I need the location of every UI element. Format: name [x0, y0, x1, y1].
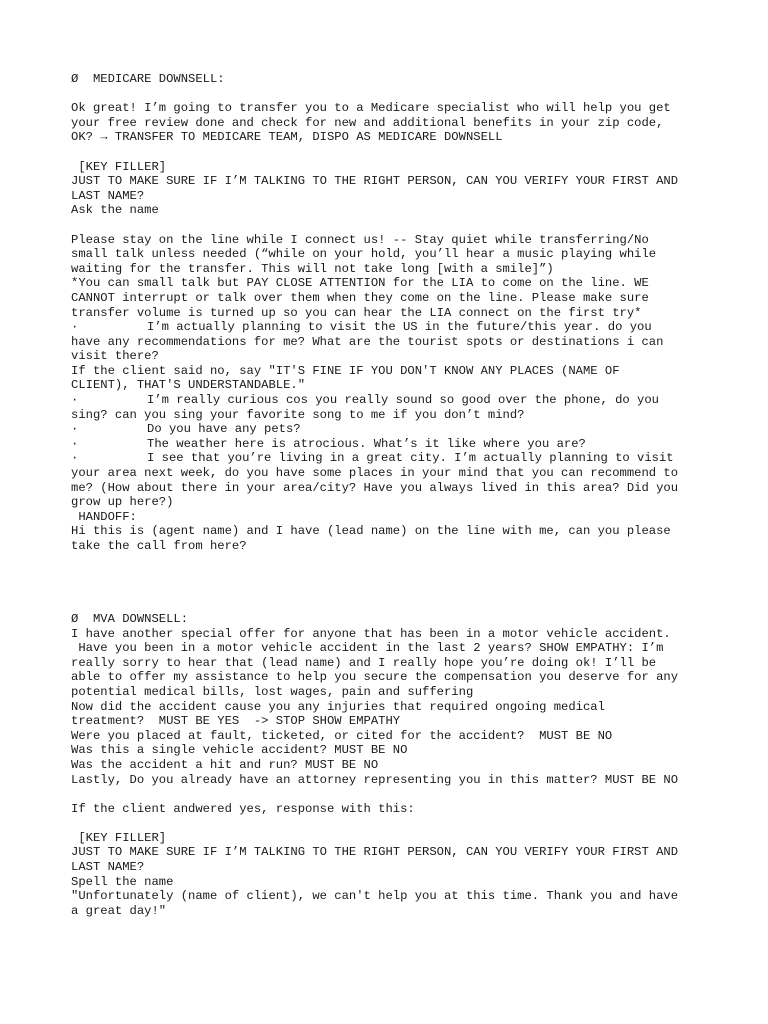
bullet: · [71, 320, 79, 335]
mva-body-line: Now did the accident cause you any injuries that required ongoing medical [71, 699, 605, 714]
key-filler-line: LAST NAME? [71, 188, 145, 203]
mva-body-line: Lastly, Do you already have an attorney representing you in this matter? MUST BE NO [71, 772, 679, 787]
key-filler-line: JUST TO MAKE SURE IF I’M TALKING TO THE RIGHT PERSON, CAN YOU VERIFY YOUR FIRST AND [71, 845, 679, 860]
mva-body-line: Was the accident a hit and run? MUST BE NO [71, 757, 379, 772]
small-talk-item [71, 451, 711, 466]
stay-on-line-text: Please stay on the line while I connect us! -- Stay quiet while transferring/No [71, 232, 649, 247]
medicare-intro-line: OK? → TRANSFER TO MEDICARE TEAM, DISPO AS MEDICARE DOWNSELL [71, 130, 503, 145]
handoff-text: Hi this is (agent name) and I have (lead name) on the line with me, can you please [71, 524, 671, 539]
small-talk-text: Do you have any pets? [147, 422, 301, 437]
mva-body-line: Were you placed at fault, ticketed, or cited for the accident? MUST BE NO [71, 728, 613, 743]
key-filler-line: Spell the name [71, 874, 174, 889]
spacer [71, 218, 711, 233]
spacer [71, 583, 711, 598]
document-page [71, 72, 711, 918]
mva-body-line: Have you been in a motor vehicle accident in the last 2 years? SHOW EMPATHY: I’m [71, 641, 664, 656]
key-filler-label: [KEY FILLER] [71, 159, 167, 174]
small-talk-text: I’m really curious cos you really sound so good over the phone, do you [147, 393, 659, 408]
stay-on-line-text: waiting for the transfer. This will not take long [with a smile]”) [71, 261, 554, 276]
small-talk-item [71, 422, 711, 437]
small-talk-text: sing? can you sing your favorite song to me if you don’t mind? [71, 407, 525, 422]
handoff-label: HANDOFF: [71, 509, 137, 524]
spacer [71, 554, 711, 569]
handoff-text: take the call from here? [71, 539, 247, 553]
mva-body-line: really sorry to hear that (lead name) and I really hope you’re doing ok! I’ll be [71, 655, 657, 670]
if-yes-text: If the client andwered yes, response with this: [71, 801, 415, 816]
bullet: · [71, 436, 79, 451]
bullet: · [71, 422, 79, 437]
key-filler-line: LAST NAME? [71, 860, 145, 875]
spacer [71, 787, 711, 802]
mva-body-line: able to offer my assistance to help you secure the compensation you deserve for any [71, 670, 679, 685]
spacer [71, 145, 711, 160]
small-talk-text: I’m actually planning to visit the US in the future/this year. do you [147, 320, 652, 335]
stay-on-line-text: *You can small talk but PAY CLOSE ATTENTION for the LIA to come on the line. WE [71, 276, 649, 291]
key-filler-line: a great day!" [71, 903, 167, 918]
bullet: · [71, 393, 79, 408]
small-talk-item [71, 320, 711, 335]
small-talk-text: grow up here?) [71, 495, 174, 510]
spacer [71, 597, 711, 612]
mva-body-line: Was this a single vehicle accident? MUST BE NO [71, 743, 408, 758]
medicare-intro-line: your free review done and check for new and additional benefits in your zip code, [71, 115, 664, 130]
key-filler-line: Ask the name [71, 203, 159, 218]
key-filler-line: "Unfortunately (name of client), we can't help you at this time. Thank you and have [71, 889, 679, 904]
stay-on-line-text: transfer volume is turned up so you can hear the LIA connect on the first try* [71, 305, 642, 320]
medicare-intro-line: Ok great! I’m going to transfer you to a Medicare specialist who will help you get [71, 101, 671, 116]
mva-body-line: I have another special offer for anyone that has been in a motor vehicle accident. [71, 626, 671, 641]
stay-on-line-text: CANNOT interrupt or talk over them when they come on the line. Please make sure [71, 290, 649, 305]
small-talk-item [71, 437, 711, 452]
small-talk-text: visit there? [71, 349, 159, 364]
spacer [71, 568, 711, 583]
small-talk-text: The weather here is atrocious. What’s it like where you are? [147, 436, 586, 451]
if-no-text: CLIENT), THAT'S UNDERSTANDABLE." [71, 378, 306, 393]
key-filler-label: [KEY FILLER] [71, 830, 167, 845]
bullet: · [71, 451, 79, 466]
stay-on-line-text: small talk unless needed (“while on your hold, you’ll hear a music playing while [71, 247, 657, 262]
if-no-text: If the client said no, say "IT'S FINE IF YOU DON'T KNOW ANY PLACES (NAME OF [71, 363, 620, 378]
spacer [71, 816, 711, 831]
small-talk-text: me? (How about there in your area/city? Have you always lived in this area? Did you [71, 480, 679, 495]
mva-body-line: potential medical bills, lost wages, pain and suffering [71, 684, 474, 699]
mva-heading: Ø MVA DOWNSELL: [71, 611, 189, 626]
small-talk-text: have any recommendations for me? What are the tourist spots or destinations i can [71, 334, 664, 349]
small-talk-text: your area next week, do you have some places in your mind that you can recommend to [71, 466, 679, 481]
key-filler-line: JUST TO MAKE SURE IF I’M TALKING TO THE RIGHT PERSON, CAN YOU VERIFY YOUR FIRST AND [71, 174, 679, 189]
small-talk-text: I see that you’re living in a great city. I’m actually planning to visit [147, 451, 674, 466]
medicare-heading: Ø MEDICARE DOWNSELL: [71, 72, 225, 86]
mva-body-line: treatment? MUST BE YES -> STOP SHOW EMPATHY [71, 714, 401, 729]
spacer [71, 87, 711, 102]
small-talk-item [71, 393, 711, 408]
